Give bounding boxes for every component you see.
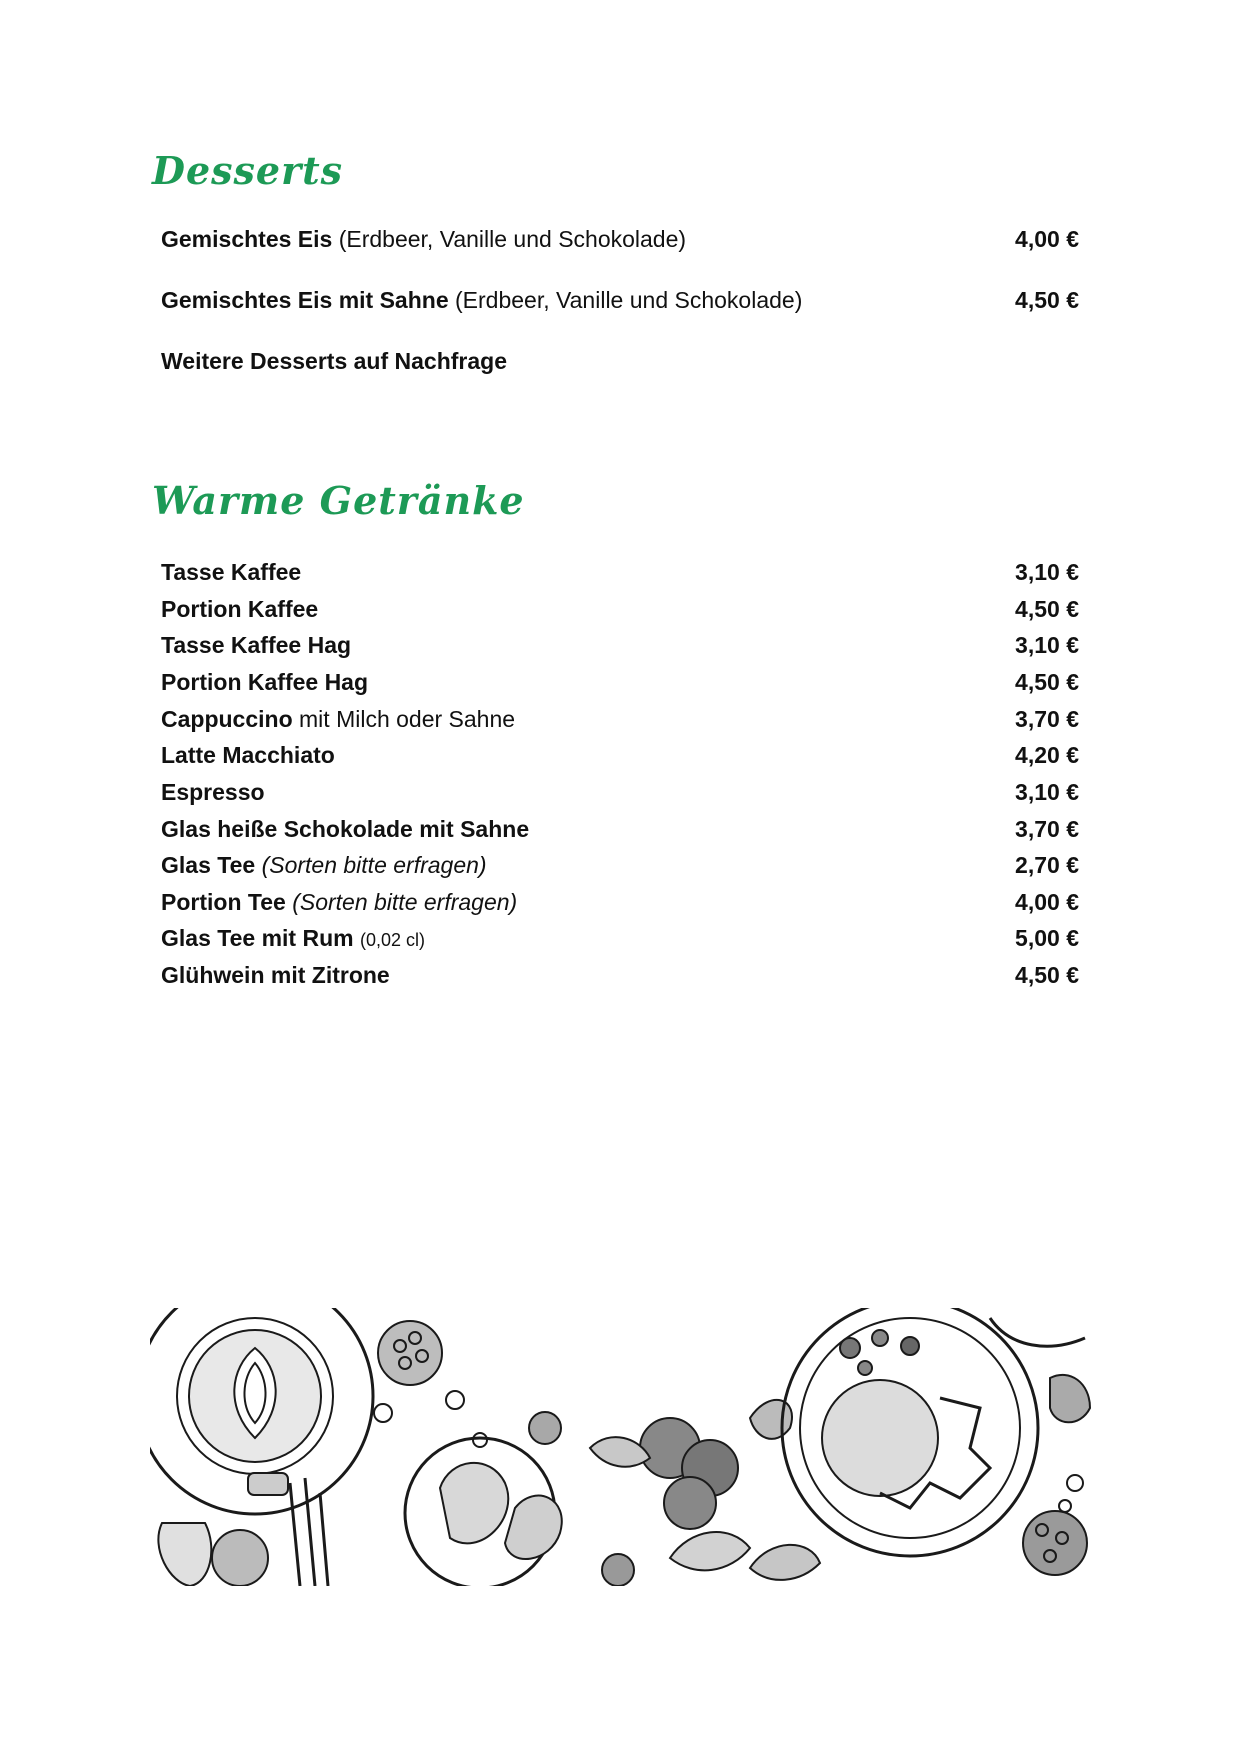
drinks-title: Warme Getränke <box>152 478 525 523</box>
item-price: 3,10 € <box>1015 559 1079 585</box>
item-desc: (Sorten bitte erfragen) <box>261 852 487 878</box>
item-name: Tasse Kaffee Hag <box>161 632 352 658</box>
drink-item <box>161 852 1079 888</box>
item-name: Portion Kaffee <box>161 596 319 622</box>
item-name: Gemischtes Eis <box>161 226 333 252</box>
drink-item <box>161 559 1079 595</box>
item-name: Glas heiße Schokolade mit Sahne <box>161 816 530 842</box>
drink-item <box>161 706 1079 742</box>
drink-item <box>161 889 1079 925</box>
item-price: 4,50 € <box>1015 669 1079 695</box>
item-price: 5,00 € <box>1015 925 1079 951</box>
item-price: 3,70 € <box>1015 816 1079 842</box>
dessert-item <box>161 226 1079 262</box>
item-price: 4,20 € <box>1015 742 1079 768</box>
item-name: Glühwein mit Zitrone <box>161 962 390 988</box>
item-name: Portion Kaffee Hag <box>161 669 369 695</box>
item-name: Weitere Desserts auf Nachfrage <box>161 348 507 374</box>
drink-item <box>161 632 1079 668</box>
desserts-title: Desserts <box>152 148 344 193</box>
drink-item <box>161 779 1079 815</box>
drink-item <box>161 816 1079 852</box>
item-desc: (Erdbeer, Vanille und Schokolade) <box>455 287 803 313</box>
item-name: Portion Tee <box>161 889 286 915</box>
food-sketch-illustration-icon <box>150 1308 1094 1586</box>
drink-item <box>161 962 1079 998</box>
item-desc: (0,02 cl) <box>359 930 425 950</box>
item-name: Glas Tee <box>161 852 256 878</box>
item-price: 3,10 € <box>1015 779 1079 805</box>
drink-item <box>161 925 1079 961</box>
dessert-item <box>161 348 1079 384</box>
item-name: Latte Macchiato <box>161 742 335 768</box>
item-price: 2,70 € <box>1015 852 1079 878</box>
drink-item <box>161 669 1079 705</box>
item-name: Tasse Kaffee <box>161 559 302 585</box>
item-name: Gemischtes Eis mit Sahne <box>161 287 449 313</box>
item-price: 4,50 € <box>1015 287 1079 313</box>
item-name: Espresso <box>161 779 265 805</box>
dessert-item <box>161 287 1079 323</box>
item-desc: (Sorten bitte erfragen) <box>292 889 518 915</box>
item-name: Cappuccino <box>161 706 293 732</box>
item-desc: (Erdbeer, Vanille und Schokolade) <box>338 226 687 252</box>
item-price: 4,00 € <box>1015 889 1079 915</box>
item-price: 4,50 € <box>1015 962 1079 988</box>
item-desc: mit Milch oder Sahne <box>299 706 516 732</box>
item-name: Glas Tee mit Rum <box>161 925 354 951</box>
item-price: 3,10 € <box>1015 632 1079 658</box>
item-price: 4,00 € <box>1015 226 1079 252</box>
drink-item <box>161 742 1079 778</box>
item-price: 4,50 € <box>1015 596 1079 622</box>
item-price: 3,70 € <box>1015 706 1079 732</box>
drink-item <box>161 596 1079 632</box>
